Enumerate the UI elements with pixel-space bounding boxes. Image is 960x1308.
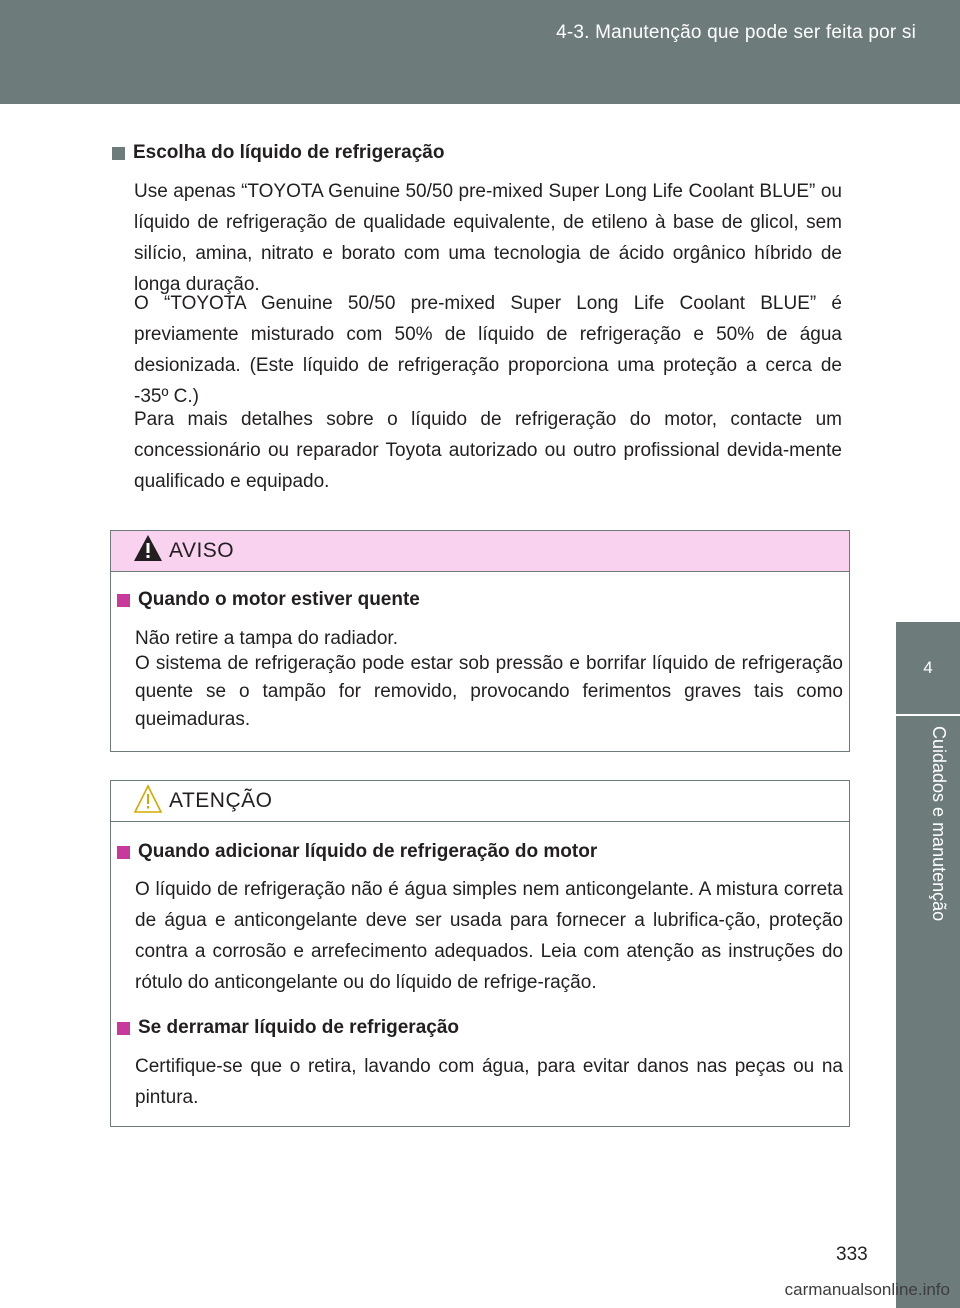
warning-line: Não retire a tampa do radiador. bbox=[135, 628, 398, 649]
caution-heading-text: Se derramar líquido de refrigeração bbox=[138, 1017, 460, 1038]
section-heading bbox=[112, 142, 444, 164]
bullet-square-icon bbox=[117, 1022, 130, 1035]
caution-triangle-icon bbox=[133, 784, 163, 814]
bullet-square-icon bbox=[112, 147, 125, 160]
warning-box-header bbox=[111, 531, 849, 572]
warning-line: O sistema de refrigeração pode estar sob pressão e borrifar líquido de refrigeração quente se o tampão for removido, provocando ferimentos graves tais como queimaduras. bbox=[135, 653, 843, 730]
paragraph: Para mais detalhes sobre o líquido de refrigeração do motor, contacte um concessionário ou reparador Toyota autorizado ou outro profissional devida-mente qualificado e equipado. bbox=[134, 409, 842, 492]
side-tab-number[interactable]: 4 bbox=[896, 622, 960, 714]
header-bar bbox=[0, 0, 960, 104]
bullet-square-icon bbox=[117, 846, 130, 859]
caution-box bbox=[110, 780, 850, 1127]
chapter-title: 4-3. Manutenção que pode ser feita por si bbox=[556, 22, 916, 43]
bullet-square-icon bbox=[117, 594, 130, 607]
caution-box-title: ATENÇÃO bbox=[169, 789, 273, 812]
paragraph: O “TOYOTA Genuine 50/50 pre-mixed Super Long Life Coolant BLUE” é previamente misturado com 50% de líquido de refrigeração e 50% de água desionizada. (Este líquido de refrigeração proporciona uma proteção a cerca de -35º C.) bbox=[134, 293, 842, 407]
caution-paragraph: O líquido de refrigeração não é água simples nem anticongelante. A mistura correta de água e anticongelante deve ser usada para fornecer a lubrifica-ção, proteção contra a corrosão e arrefecimento adequados. Leia com atenção as instruções do rótulo do anticongelante ou do líquido de refrige-ração. bbox=[135, 879, 843, 993]
side-tab-label-text: Cuidados e manutenção bbox=[929, 726, 949, 922]
section-heading-text: Escolha do líquido de refrigeração bbox=[133, 142, 445, 163]
caution-heading bbox=[117, 841, 597, 863]
warning-box bbox=[110, 530, 850, 752]
caution-heading-text: Quando adicionar líquido de refrigeração do motor bbox=[138, 841, 598, 862]
watermark: carmanualsonline.info bbox=[784, 1280, 950, 1299]
warning-triangle-icon bbox=[133, 534, 163, 562]
paragraph: Use apenas “TOYOTA Genuine 50/50 pre-mixed Super Long Life Coolant BLUE” ou líquido de refrigeração de qualidade equivalente, de etileno à base de glicol, sem silício, amina, nitrato e borato com uma tecnologia de ácido orgânico híbrido de longa duração. bbox=[134, 181, 842, 295]
caution-heading bbox=[117, 1017, 459, 1039]
warning-box-title: AVISO bbox=[169, 539, 235, 562]
side-tab-label[interactable] bbox=[896, 716, 960, 1308]
warning-heading bbox=[117, 589, 420, 611]
caution-paragraph: Certifique-se que o retira, lavando com água, para evitar danos nas peças ou na pintura. bbox=[135, 1056, 843, 1108]
page-number: 333 bbox=[836, 1244, 868, 1265]
warning-heading-text: Quando o motor estiver quente bbox=[138, 589, 420, 610]
caution-box-header bbox=[111, 781, 849, 822]
